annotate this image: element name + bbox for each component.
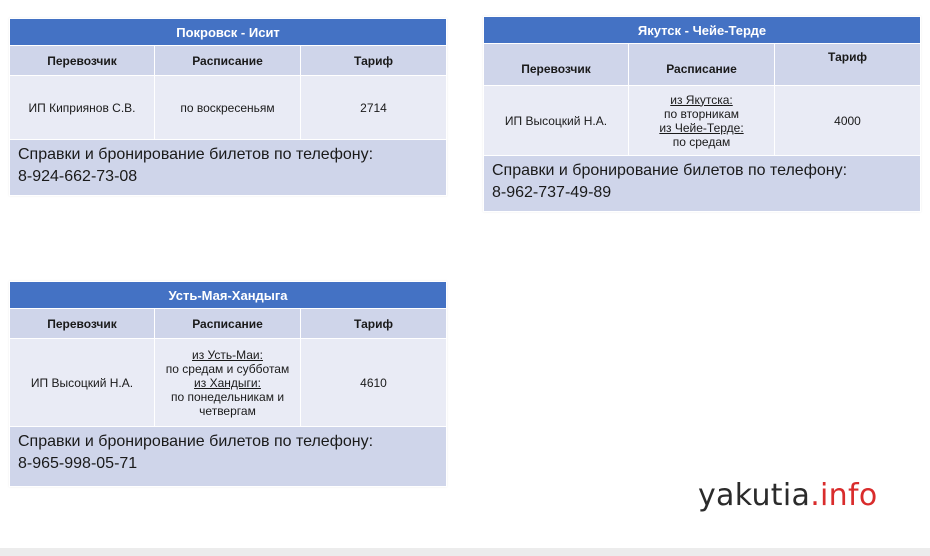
schedule-days-1: по средам и субботам (165, 361, 290, 376)
column-header-tariff: Тариф (301, 309, 447, 339)
carrier-cell: ИП Высоцкий Н.А. (484, 86, 629, 156)
carrier-cell: ИП Киприянов С.В. (10, 76, 155, 140)
column-header-schedule: Расписание (155, 309, 301, 339)
column-header-tariff: Тариф (775, 44, 921, 86)
booking-phone: 8-965-998-05-71 (18, 455, 138, 472)
table-pokrovsk-isit (9, 18, 447, 196)
column-header-carrier: Перевозчик (10, 309, 155, 339)
brand-logo (698, 478, 878, 513)
booking-phone: 8-962-737-49-89 (492, 184, 612, 201)
column-header-schedule: Расписание (155, 46, 301, 76)
schedule-days-2: по средам (672, 134, 731, 149)
tariff-cell: 4000 (775, 86, 921, 156)
column-header-carrier: Перевозчик (484, 44, 629, 86)
brand-name: yakutia (698, 478, 811, 513)
table-title: Усть-Мая-Хандыга (10, 282, 447, 309)
brand-dot: . (810, 478, 821, 513)
carrier-cell: ИП Высоцкий Н.А. (10, 339, 155, 427)
schedule-days-1: по вторникам (663, 106, 740, 121)
booking-phone: 8-924-662-73-08 (18, 168, 138, 185)
column-header-schedule: Расписание (629, 44, 775, 86)
booking-info (484, 156, 921, 212)
booking-info-text: Справки и бронирование билетов по телефону: (18, 146, 374, 163)
brand-tld: info (820, 478, 878, 513)
tariff-cell: 2714 (301, 76, 447, 140)
tariff-cell: 4610 (301, 339, 447, 427)
table-ust-maya-khandyga (9, 281, 447, 487)
column-header-tariff: Тариф (301, 46, 447, 76)
booking-info (10, 140, 447, 196)
booking-info (10, 427, 447, 487)
schedule-origin-2: из Хандыги: (194, 375, 261, 390)
schedule-origin-1: из Якутска: (670, 92, 733, 107)
column-header-carrier: Перевозчик (10, 46, 155, 76)
schedule-origin-2: из Чейе-Терде: (659, 120, 744, 135)
schedule-days-2b: четвергам (199, 403, 256, 418)
schedule-cell (155, 339, 301, 427)
booking-info-text: Справки и бронирование билетов по телефону: (492, 162, 848, 179)
schedule-days-2a: по понедельникам и (170, 389, 285, 404)
schedule-cell: по воскресеньям (155, 76, 301, 140)
booking-info-text: Справки и бронирование билетов по телефону: (18, 433, 374, 450)
table-title: Якутск - Чейе-Терде (484, 17, 921, 44)
schedule-origin-1: из Усть-Маи: (192, 347, 263, 362)
table-title: Покровск - Исит (10, 19, 447, 46)
table-yakutsk-cheye-terde (483, 16, 921, 212)
schedule-cell (629, 86, 775, 156)
bottom-divider (0, 548, 930, 556)
